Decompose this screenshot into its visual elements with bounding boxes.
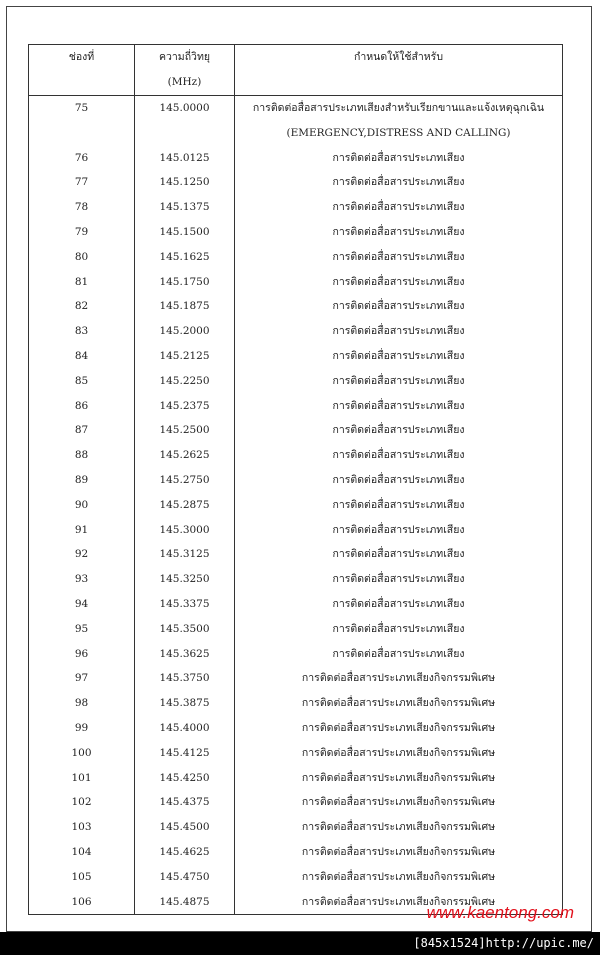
table-row	[29, 418, 563, 443]
cell-channel: 85	[29, 369, 135, 394]
cell-frequency: 145.4500	[135, 815, 235, 840]
cell-purpose: การติดต่อสื่อสารประเภทเสียง	[235, 319, 563, 344]
table-row	[29, 617, 563, 642]
cell-purpose: การติดต่อสื่อสารประเภทเสียงกิจกรรมพิเศษ	[235, 815, 563, 840]
cell-channel: 79	[29, 220, 135, 245]
cell-frequency: 145.3125	[135, 542, 235, 567]
header-frequency-line2: (MHz)	[167, 76, 202, 88]
cell-channel	[29, 121, 135, 146]
cell-channel: 90	[29, 493, 135, 518]
table-row	[29, 691, 563, 716]
cell-frequency: 145.3000	[135, 518, 235, 543]
cell-channel: 87	[29, 418, 135, 443]
cell-channel: 106	[29, 890, 135, 915]
cell-purpose: การติดต่อสื่อสารประเภทเสียง	[235, 245, 563, 270]
table-header-row	[29, 45, 563, 96]
cell-frequency: 145.1375	[135, 195, 235, 220]
cell-frequency: 145.2250	[135, 369, 235, 394]
cell-purpose: การติดต่อสื่อสารประเภทเสียง	[235, 294, 563, 319]
table-row	[29, 443, 563, 468]
cell-purpose: การติดต่อสื่อสารประเภทเสียง	[235, 642, 563, 667]
table-row	[29, 468, 563, 493]
cell-purpose: การติดต่อสื่อสารประเภทเสียง	[235, 592, 563, 617]
cell-purpose: การติดต่อสื่อสารประเภทเสียง	[235, 369, 563, 394]
cell-frequency: 145.3500	[135, 617, 235, 642]
cell-frequency: 145.4250	[135, 766, 235, 791]
cell-purpose: (EMERGENCY,DISTRESS AND CALLING)	[235, 121, 563, 146]
cell-purpose: การติดต่อสื่อสารประเภทเสียง	[235, 418, 563, 443]
cell-channel: 78	[29, 195, 135, 220]
cell-channel: 94	[29, 592, 135, 617]
cell-frequency: 145.3375	[135, 592, 235, 617]
cell-purpose: การติดต่อสื่อสารประเภทเสียง	[235, 394, 563, 419]
table-row	[29, 319, 563, 344]
table-row	[29, 592, 563, 617]
table-row	[29, 518, 563, 543]
table-row	[29, 642, 563, 667]
cell-purpose: การติดต่อสื่อสารประเภทเสียง	[235, 344, 563, 369]
table-row	[29, 790, 563, 815]
cell-channel: 97	[29, 666, 135, 691]
cell-channel: 100	[29, 741, 135, 766]
table-row	[29, 195, 563, 220]
cell-frequency: 145.2500	[135, 418, 235, 443]
cell-frequency: 145.0000	[135, 96, 235, 121]
cell-purpose: การติดต่อสื่อสารประเภทเสียง	[235, 443, 563, 468]
cell-purpose: การติดต่อสื่อสารประเภทเสียง	[235, 567, 563, 592]
cell-purpose: การติดต่อสื่อสารประเภทเสียง	[235, 617, 563, 642]
cell-frequency: 145.1500	[135, 220, 235, 245]
cell-channel: 75	[29, 96, 135, 121]
table-row	[29, 865, 563, 890]
table-row	[29, 96, 563, 121]
cell-purpose: การติดต่อสื่อสารประเภทเสียงกิจกรรมพิเศษ	[235, 716, 563, 741]
cell-channel: 80	[29, 245, 135, 270]
cell-frequency: 145.3750	[135, 666, 235, 691]
cell-frequency: 145.3250	[135, 567, 235, 592]
cell-channel: 98	[29, 691, 135, 716]
cell-purpose: การติดต่อสื่อสารประเภทเสียง	[235, 493, 563, 518]
footer-caption: [845x1524]http://upic.me/	[413, 936, 594, 950]
frequency-table	[28, 44, 563, 915]
cell-channel: 76	[29, 146, 135, 171]
table-row	[29, 815, 563, 840]
cell-purpose: การติดต่อสื่อสารประเภทเสียงกิจกรรมพิเศษ	[235, 790, 563, 815]
cell-channel: 81	[29, 270, 135, 295]
table-row	[29, 294, 563, 319]
header-channel: ช่องที่	[29, 45, 135, 96]
table-row	[29, 170, 563, 195]
footer-bar	[0, 932, 600, 955]
table-row	[29, 369, 563, 394]
header-frequency	[135, 45, 235, 96]
cell-purpose: การติดต่อสื่อสารประเภทเสียงกิจกรรมพิเศษ	[235, 890, 563, 915]
cell-purpose: การติดต่อสื่อสารประเภทเสียง	[235, 220, 563, 245]
table-row	[29, 220, 563, 245]
cell-channel: 99	[29, 716, 135, 741]
cell-frequency: 145.2000	[135, 319, 235, 344]
cell-frequency: 145.4750	[135, 865, 235, 890]
table-row	[29, 716, 563, 741]
cell-channel: 84	[29, 344, 135, 369]
cell-frequency: 145.2125	[135, 344, 235, 369]
cell-channel: 103	[29, 815, 135, 840]
table-row	[29, 146, 563, 171]
cell-purpose: การติดต่อสื่อสารประเภทเสียง	[235, 468, 563, 493]
cell-channel: 86	[29, 394, 135, 419]
cell-frequency: 145.4000	[135, 716, 235, 741]
cell-channel: 89	[29, 468, 135, 493]
cell-frequency: 145.4875	[135, 890, 235, 915]
cell-frequency: 145.1875	[135, 294, 235, 319]
cell-frequency: 145.2625	[135, 443, 235, 468]
cell-channel: 92	[29, 542, 135, 567]
cell-purpose: การติดต่อสื่อสารประเภทเสียง	[235, 542, 563, 567]
cell-channel: 104	[29, 840, 135, 865]
cell-purpose: การติดต่อสื่อสารประเภทเสียงกิจกรรมพิเศษ	[235, 840, 563, 865]
cell-channel: 102	[29, 790, 135, 815]
cell-purpose: การติดต่อสื่อสารประเภทเสียงกิจกรรมพิเศษ	[235, 691, 563, 716]
cell-purpose: การติดต่อสื่อสารประเภทเสียงกิจกรรมพิเศษ	[235, 666, 563, 691]
cell-purpose: การติดต่อสื่อสารประเภทเสียง	[235, 170, 563, 195]
cell-channel: 93	[29, 567, 135, 592]
cell-frequency: 145.2750	[135, 468, 235, 493]
cell-channel: 101	[29, 766, 135, 791]
cell-frequency: 145.1625	[135, 245, 235, 270]
cell-purpose: การติดต่อสื่อสารประเภทเสียง	[235, 195, 563, 220]
table-row	[29, 344, 563, 369]
table-row	[29, 741, 563, 766]
cell-frequency: 145.2375	[135, 394, 235, 419]
table-row	[29, 766, 563, 791]
cell-frequency: 145.2875	[135, 493, 235, 518]
cell-purpose: การติดต่อสื่อสารประเภทเสียงกิจกรรมพิเศษ	[235, 741, 563, 766]
cell-frequency: 145.4125	[135, 741, 235, 766]
cell-frequency: 145.1250	[135, 170, 235, 195]
cell-purpose: การติดต่อสื่อสารประเภทเสียงสำหรับเรียกขานและแจ้งเหตุฉุกเฉิน	[235, 96, 563, 121]
cell-frequency: 145.3625	[135, 642, 235, 667]
table-row	[29, 394, 563, 419]
header-purpose: กำหนดให้ใช้สำหรับ	[235, 45, 563, 96]
cell-channel: 88	[29, 443, 135, 468]
cell-purpose: การติดต่อสื่อสารประเภทเสียง	[235, 270, 563, 295]
cell-frequency: 145.3875	[135, 691, 235, 716]
table-row	[29, 567, 563, 592]
cell-channel: 95	[29, 617, 135, 642]
table-row	[29, 121, 563, 146]
cell-channel: 77	[29, 170, 135, 195]
cell-purpose: การติดต่อสื่อสารประเภทเสียง	[235, 146, 563, 171]
cell-purpose: การติดต่อสื่อสารประเภทเสียง	[235, 518, 563, 543]
cell-channel: 82	[29, 294, 135, 319]
cell-purpose: การติดต่อสื่อสารประเภทเสียงกิจกรรมพิเศษ	[235, 865, 563, 890]
cell-channel: 105	[29, 865, 135, 890]
table-row	[29, 542, 563, 567]
table-row	[29, 245, 563, 270]
cell-frequency: 145.4625	[135, 840, 235, 865]
cell-frequency: 145.4375	[135, 790, 235, 815]
cell-channel: 91	[29, 518, 135, 543]
cell-frequency: 145.1750	[135, 270, 235, 295]
table-row	[29, 493, 563, 518]
cell-purpose: การติดต่อสื่อสารประเภทเสียงกิจกรรมพิเศษ	[235, 766, 563, 791]
table-row	[29, 666, 563, 691]
cell-channel: 83	[29, 319, 135, 344]
header-frequency-line1: ความถี่วิทยุ	[158, 51, 211, 63]
cell-channel: 96	[29, 642, 135, 667]
table-row	[29, 270, 563, 295]
table-row	[29, 840, 563, 865]
cell-frequency	[135, 121, 235, 146]
watermark-text: www.kaentong.com	[426, 903, 574, 922]
cell-frequency: 145.0125	[135, 146, 235, 171]
